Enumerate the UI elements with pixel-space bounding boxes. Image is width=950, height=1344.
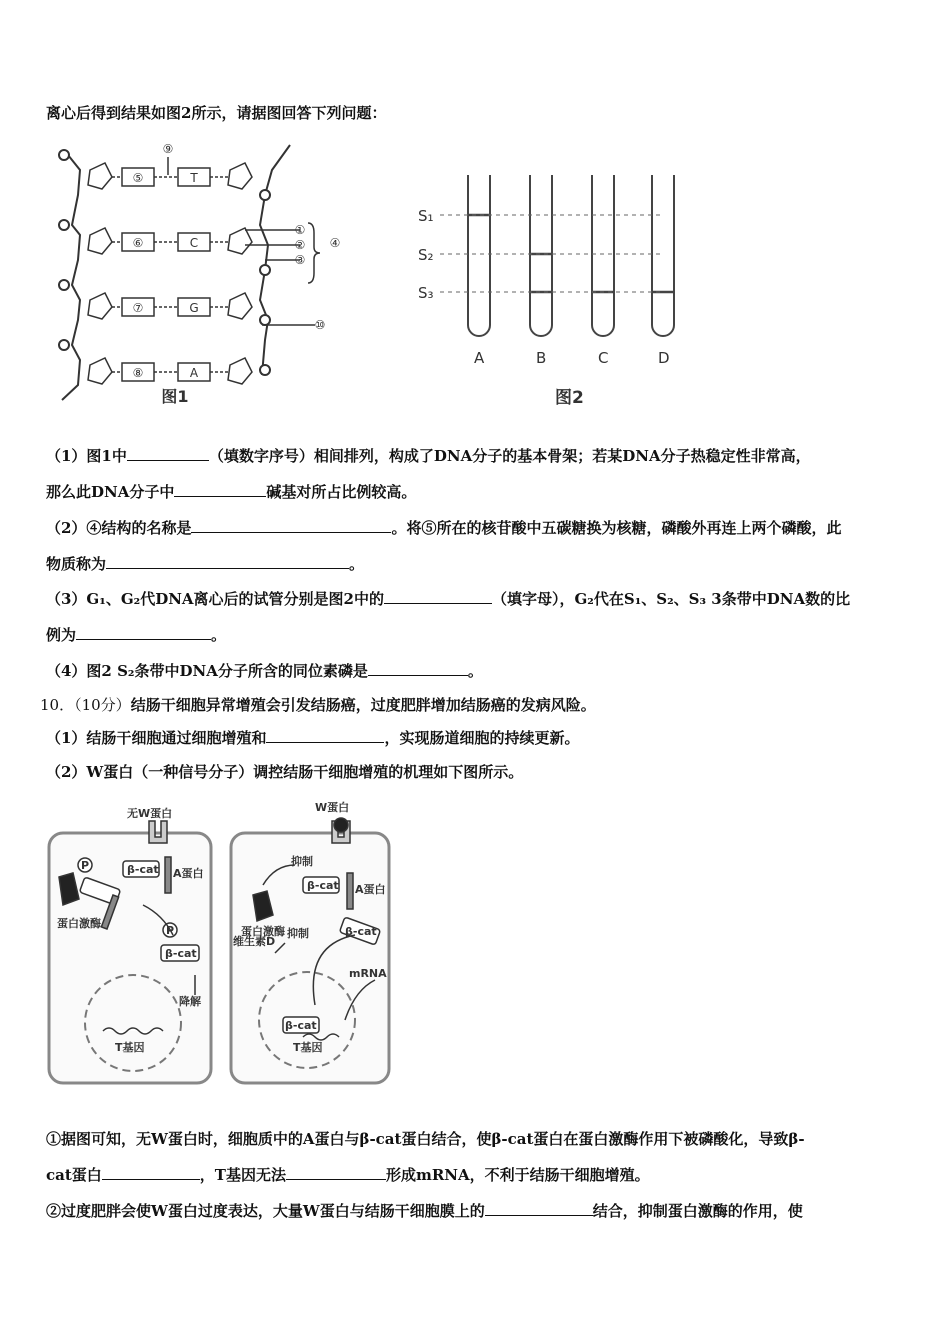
inhibit-label: 抑制 <box>291 855 313 868</box>
text: 。 <box>467 662 483 680</box>
beta-cat-label: β-cat <box>285 1019 317 1032</box>
problem-10-q1 <box>46 727 579 748</box>
base-label: ⑤ <box>132 171 144 185</box>
answer-blank[interactable] <box>191 518 391 533</box>
question-3 <box>46 588 850 609</box>
mrna-label: mRNA <box>349 967 387 980</box>
text: 结合，抑制蛋白激酶的作用，使 <box>592 1202 803 1220</box>
text: 物质称为 <box>46 555 107 573</box>
base-label: C <box>189 236 199 250</box>
beta-cat-label: β-cat <box>307 879 339 892</box>
text: 形成mRNA，不利于结肠干细胞增殖。 <box>385 1166 650 1184</box>
text: （1）结肠干细胞通过细胞增殖和 <box>46 729 267 747</box>
sub-question-2 <box>46 1200 803 1221</box>
base-label: T <box>190 171 198 185</box>
band-s1-label: S₁ <box>418 207 434 225</box>
base-label: ⑦ <box>132 301 144 315</box>
answer-blank[interactable] <box>485 1201 593 1216</box>
band-s2-label: S₂ <box>418 246 434 264</box>
text: 例为 <box>46 626 77 644</box>
text: ②过度肥胖会使W蛋白过度表达，大量W蛋白与结肠干细胞膜上的 <box>46 1202 485 1220</box>
tube-label: C <box>598 349 609 367</box>
question-1 <box>46 445 811 466</box>
problem-score: （10分） <box>74 696 131 714</box>
vitamin-d-label: 维生素D <box>233 935 276 948</box>
t-gene-label: T基因 <box>293 1041 323 1054</box>
no-w-protein-label: 无W蛋白 <box>127 807 173 820</box>
base-label: A <box>189 366 199 380</box>
answer-blank[interactable] <box>368 661 468 676</box>
answer-blank[interactable] <box>102 1165 200 1180</box>
answer-blank[interactable] <box>266 728 384 743</box>
figure-1-dna-structure <box>50 135 350 410</box>
base-label: G <box>189 301 199 315</box>
base-label: ⑧ <box>132 366 144 380</box>
label-4: ④ <box>329 236 341 250</box>
text: 。 <box>349 555 365 573</box>
text: （2）④结构的名称是 <box>46 519 192 537</box>
beta-cat-label: β-cat <box>127 863 159 876</box>
label-10: ⑩ <box>314 318 326 332</box>
label-3: ③ <box>294 253 306 267</box>
problem-10-q2: （2）W蛋白（一种信号分子）调控结肠干细胞增殖的机理如下图所示。 <box>46 763 524 781</box>
phosphate-label: P <box>81 859 90 872</box>
question-3-cont <box>46 624 226 645</box>
text: 碱基对所占比例较高。 <box>266 483 417 501</box>
text: 那么此DNA分子中 <box>46 483 175 501</box>
base-label: ⑥ <box>132 236 144 250</box>
text: 结肠干细胞异常增殖会引发结肠癌，过度肥胖增加结肠癌的发病风险。 <box>130 696 596 714</box>
w-protein-label: W蛋白 <box>315 801 350 814</box>
question-1-cont <box>46 481 416 502</box>
phosphate-label: P <box>166 924 175 937</box>
question-2-cont <box>46 553 364 574</box>
intro-text: 离心后得到结果如图2所示，请据图回答下列问题： <box>46 104 387 122</box>
answer-blank[interactable] <box>286 1165 386 1180</box>
text: （4）图2 S₂条带中DNA分子所含的同位素磷是 <box>46 662 368 680</box>
text: 。将⑤所在的核苷酸中五碳糖换为核糖，磷酸外再连上两个磷酸，此 <box>391 519 842 537</box>
answer-blank[interactable] <box>76 625 211 640</box>
text: ，实现肠道细胞的持续更新。 <box>384 729 580 747</box>
problem-number: 10． <box>40 696 75 714</box>
text: 。 <box>211 626 227 644</box>
text: （1）图1中 <box>46 447 127 465</box>
a-protein-label: A蛋白 <box>173 867 204 880</box>
label-9: ⑨ <box>162 142 174 156</box>
t-gene-label: T基因 <box>115 1041 145 1054</box>
kinase-label: 蛋白激酶 <box>241 925 285 938</box>
text: （填字母），G₂代在S₁、S₂、S₃ 3条带中DNA数的比 <box>492 590 851 608</box>
tube-label: A <box>474 349 485 367</box>
text: （填数字序号）相间排列，构成了DNA分子的基本骨架；若某DNA分子热稳定性非常高， <box>208 447 811 465</box>
inhibit-label: 抑制 <box>287 927 309 940</box>
figure-2-caption: 图2 <box>555 388 584 408</box>
tube-label: B <box>536 349 547 367</box>
sub-question-1: ①据图可知，无W蛋白时，细胞质中的A蛋白与β-cat蛋白结合，使β-cat蛋白在蛋白激酶作用下被磷酸化，导致β- <box>46 1130 805 1148</box>
problem-10 <box>40 694 596 715</box>
question-4 <box>46 660 483 681</box>
label-2: ② <box>294 238 306 252</box>
kinase-label: 蛋白激酶 <box>57 917 101 930</box>
label-1: ① <box>294 223 306 237</box>
figure-2-centrifuge-tubes <box>410 165 700 410</box>
answer-blank[interactable] <box>174 482 266 497</box>
answer-blank[interactable] <box>384 589 492 604</box>
figure-1-caption: 图1 <box>161 387 189 406</box>
answer-blank[interactable] <box>127 446 209 461</box>
text: ，T基因无法 <box>199 1166 286 1184</box>
a-protein-label: A蛋白 <box>355 883 386 896</box>
beta-cat-label: β-cat <box>165 947 197 960</box>
figure-3-w-protein-mechanism <box>45 795 395 1090</box>
sub-question-1-cont <box>46 1164 650 1185</box>
question-2 <box>46 517 841 538</box>
band-s3-label: S₃ <box>418 284 434 302</box>
text: （3）G₁、G₂代DNA离心后的试管分别是图2中的 <box>46 590 384 608</box>
beta-cat-label: β-cat <box>345 925 377 938</box>
tube-label: D <box>658 349 670 367</box>
answer-blank[interactable] <box>106 554 349 569</box>
text: cat蛋白 <box>46 1166 102 1184</box>
degrade-label: 降解 <box>179 995 201 1008</box>
